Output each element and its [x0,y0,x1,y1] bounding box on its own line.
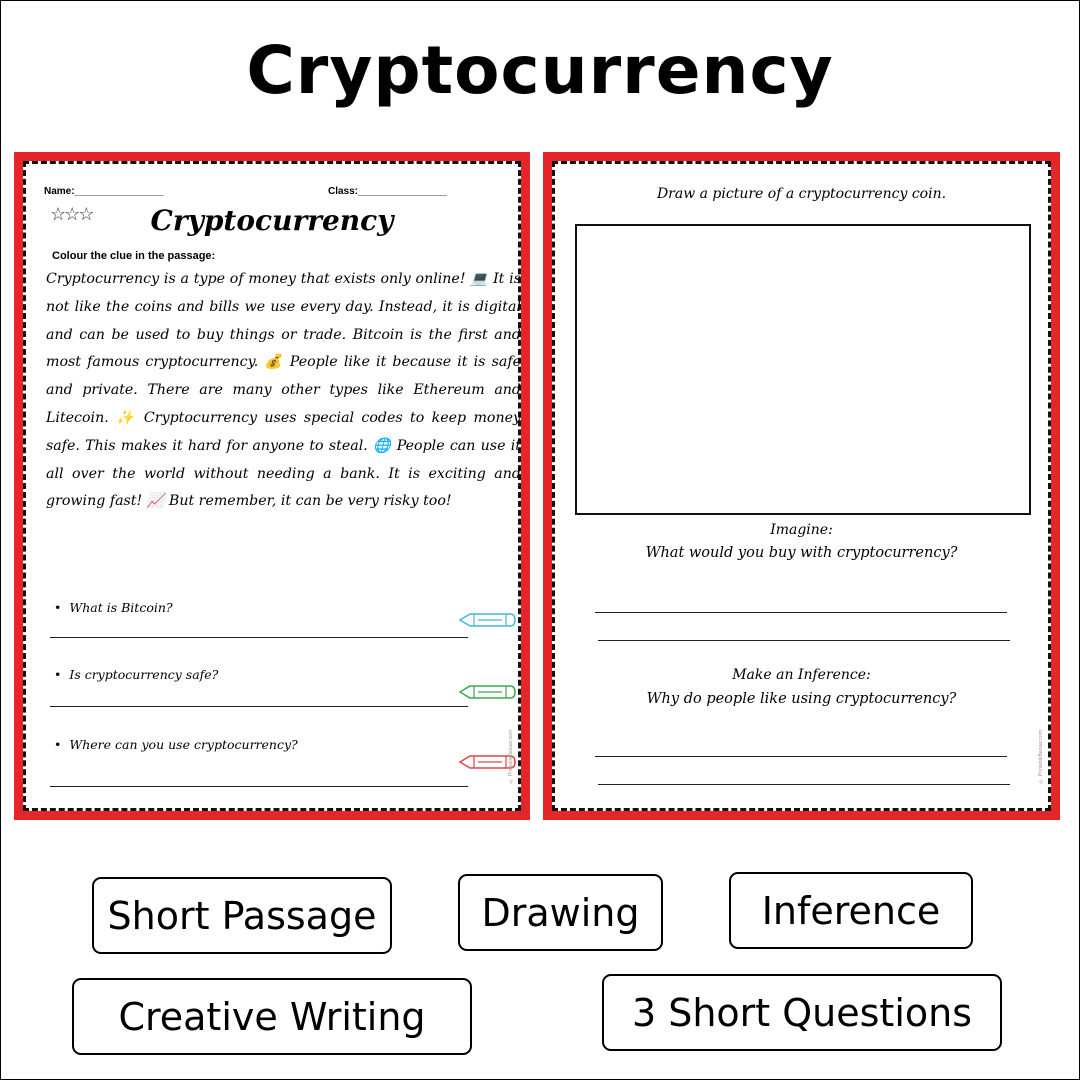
tag-short-passage: Short Passage [92,877,392,954]
copyright-text: © PrintableBazaar.com [1038,730,1044,784]
reading-passage: Cryptocurrency is a type of money that exists only online! 💻 It is not like the coins and bills we use every day. Instead, it is digital and can be used to buy things or trade. Bitcoin is the first and most famous cryptocurrency. 💰 People like it because it is safe and private. There are many other types like Ethereum and Litecoin. ✨ Cryptocurrency uses special codes to keep money safe. This makes it hard for anyone to steal. 🌐 People can use it all over the world without needing a bank. It is exciting and growing fast! 📈 But remember, it can be very risky too! [46,271,521,510]
rating-stars-icon: ☆☆☆ [50,204,93,224]
blue-crayon-icon [458,612,518,628]
green-crayon-icon [458,684,518,700]
question-1-text: What is Bitcoin? [69,600,173,615]
inference-answer-line-2[interactable] [598,784,1010,785]
question-2-text: Is cryptocurrency safe? [69,667,219,682]
bullet-icon: • [54,600,62,615]
answer-line-1[interactable] [50,637,468,638]
question-2 [54,667,218,682]
worksheet-page-inner [23,161,521,811]
draw-prompt: Draw a picture of a cryptocurrency coin. [656,186,947,202]
answer-line-3[interactable] [50,786,468,787]
page-title: Cryptocurrency [246,32,834,109]
worksheet-title: Cryptocurrency [150,204,394,237]
tag-drawing: Drawing [458,874,663,951]
question-3 [54,737,298,752]
instruction-text: Colour the clue in the passage: [52,250,216,262]
question-1 [54,600,173,615]
bullet-icon: • [54,737,62,752]
tag-creative-writing: Creative Writing [72,978,472,1055]
imagine-answer-line-2[interactable] [598,640,1010,641]
worksheet-page-activity [543,152,1060,820]
inference-label: Make an Inference: [732,667,871,683]
worksheet-page-passage [14,152,530,820]
answer-line-2[interactable] [50,706,468,707]
drawing-box[interactable] [575,224,1031,515]
copyright-text: © PrintableBazaar.com [508,730,514,784]
imagine-question: What would you buy with cryptocurrency? [645,545,958,561]
bullet-icon: • [54,667,62,682]
tag-inference: Inference [729,872,973,949]
class-field: Class:________________ [328,186,447,197]
worksheet-page-inner [552,161,1051,811]
inference-answer-line-1[interactable] [595,756,1007,757]
imagine-answer-line-1[interactable] [595,612,1007,613]
question-3-text: Where can you use cryptocurrency? [69,737,298,752]
tag-short-questions: 3 Short Questions [602,974,1002,1051]
inference-question: Why do people like using cryptocurrency? [646,691,957,707]
imagine-label: Imagine: [770,522,833,538]
name-field: Name:________________ [44,186,164,197]
